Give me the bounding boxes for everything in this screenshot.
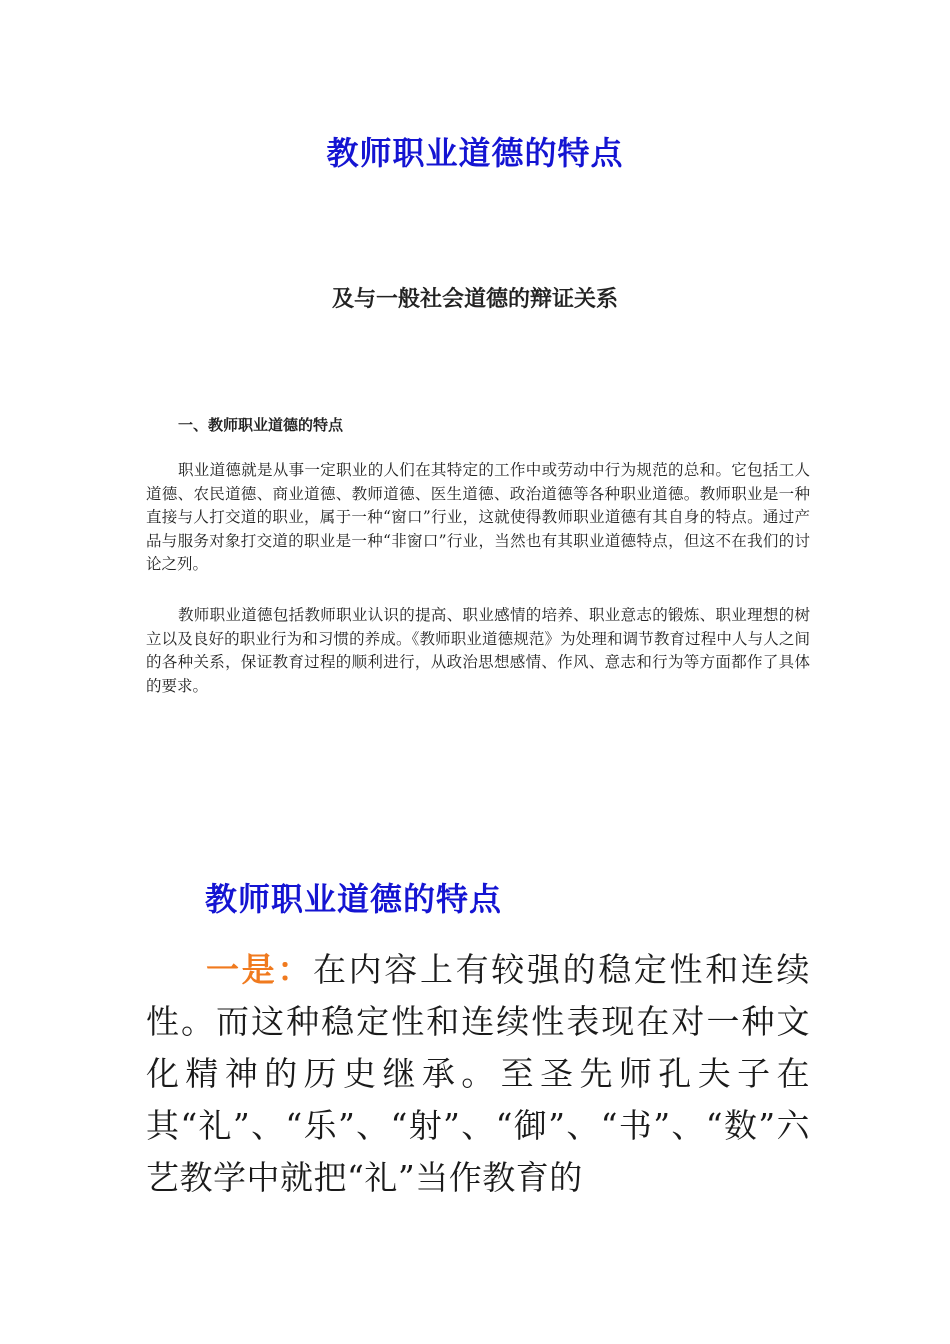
point-one-paragraph xyxy=(146,944,810,1204)
section-heading: 一、教师职业道德的特点 xyxy=(178,416,344,434)
second-title: 教师职业道德的特点 xyxy=(205,880,503,918)
document-title: 教师职业道德的特点 xyxy=(326,134,624,172)
point-one-label: 一是： xyxy=(206,950,313,989)
paragraph-2: 教师职业道德包括教师职业认识的提高、职业感情的培养、职业意志的锻炼、职业理想的树立以及良好的职业行为和习惯的养成。《教师职业道德规范》为处理和调节教育过程中人与人之间的各种关系，保证教育过程的顺利进行，从政治思想感情、作风、意志和行为等方面都作了具体的要求。 xyxy=(146,606,810,695)
document-subtitle: 及与一般社会道德的辩证关系 xyxy=(331,286,618,312)
paragraph-1: 职业道德就是从事一定职业的人们在其特定的工作中或劳动中行为规范的总和。它包括工人道德、农民道德、商业道德、教师道德、医生道德、政治道德等各种职业道德。教师职业是一种直接与人打交道的职业，属于一种“窗口”行业，这就使得教师职业道德有其自身的特点。通过产品与服务对象打交道的职业是一种“非窗口”行业，当然也有其职业道德特点，但这不在我们的讨论之列。 xyxy=(146,461,810,573)
point-one-text: 在内容上有较强的稳定性和连续性。而这种稳定性和连续性表现在对一种文化精神的历史继承。至圣先师孔夫子在其“礼”、“乐”、“射”、“御”、“书”、“数”六艺教学中就把“礼”当作教育的 xyxy=(146,950,810,1197)
